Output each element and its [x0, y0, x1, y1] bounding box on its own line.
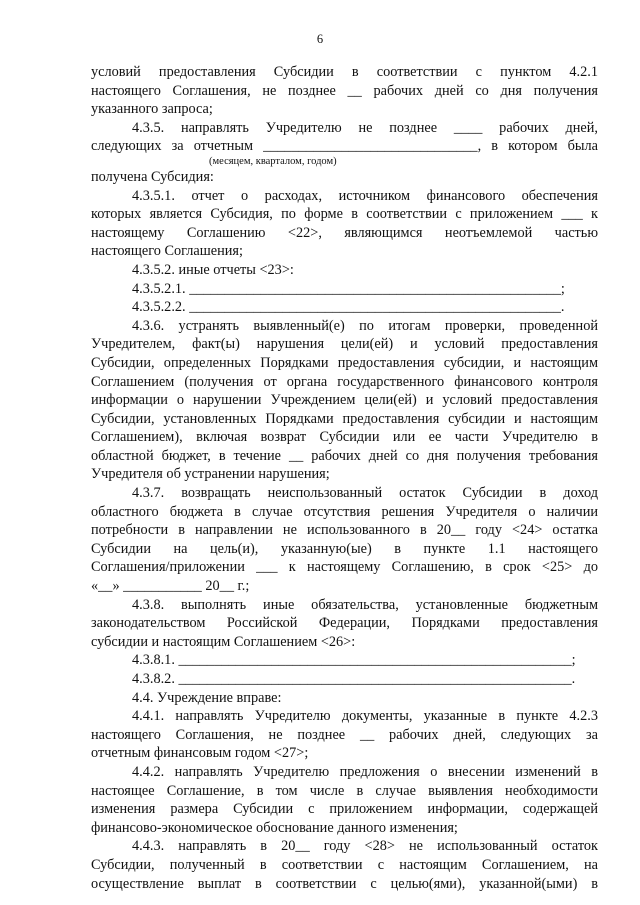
clause-4-3-8-1: 4.3.8.1. _______________________________________________________;	[132, 652, 576, 669]
text-line: Субсидии, определенных Порядками предоставления субсидии, и настоящим	[91, 354, 598, 371]
clause-4-3-5-2: 4.3.5.2. иные отчеты <23>:	[132, 261, 294, 278]
text-line: законодательством Российской Федерации, Порядками предоставления	[91, 615, 598, 632]
text-line: настоящего Соглашения, не позднее __ рабочих дней со дня получения	[91, 82, 598, 99]
text-line: областной бюджет, в течение __ рабочих дней со дня получения требования	[91, 447, 598, 464]
clause-4-3-8: 4.3.8. выполнять иные обязательства, установленные бюджетным	[132, 596, 598, 613]
clause-4-4-1: 4.4.1. направлять Учредителю документы, указанные в пункте 4.2.3	[132, 708, 598, 725]
field-caption: (месяцем, кварталом, годом)	[209, 155, 337, 167]
clause-4-4: 4.4. Учреждение вправе:	[132, 689, 282, 706]
text-line: Учредителя об устранении нарушения;	[91, 466, 330, 483]
clause-4-3-5-2-2: 4.3.5.2.2. ____________________________________________________.	[132, 299, 565, 316]
text-line: Субсидии, установленных Порядками предоставления субсидии и настоящим	[91, 410, 598, 427]
text-line: Субсидии, полученный в соответствии с настоящим Соглашением, на	[91, 856, 598, 873]
clause-4-3-5: 4.3.5. направлять Учредителю не позднее ____ рабочих дней,	[132, 119, 598, 136]
text-line: следующих за отчетным ______________________________, в котором была	[91, 138, 598, 155]
text-line: настоящего Соглашения, не позднее __ рабочих дней, следующих за	[91, 726, 598, 743]
clause-4-3-5-1: 4.3.5.1. отчет о расходах, источником финансового обеспечения	[132, 187, 598, 204]
text-line: Соглашением), включая возврат Субсидии или ее части Учредителю в	[91, 429, 598, 446]
text-line: финансово-экономическое обоснование данного изменения;	[91, 819, 458, 836]
text-line: информации о нарушении Учреждением цели(ей) и условий предоставления	[91, 392, 598, 409]
text-line: осуществление выплат в соответствии с целью(ями), указанной(ыми) в	[91, 875, 598, 892]
clause-4-3-8-2: 4.3.8.2. _______________________________________________________.	[132, 671, 576, 687]
clause-4-4-2: 4.4.2. направлять Учредителю предложения о внесении изменений в	[132, 763, 598, 780]
clause-4-3-6: 4.3.6. устранять выявленный(е) по итогам проверки, проведенной	[132, 317, 598, 334]
text-line: субсидии и настоящим Соглашением <26>:	[91, 633, 356, 650]
text-line: Соглашения/приложении ___ к настоящему Соглашению, в срок <25> до	[91, 559, 598, 576]
clause-4-3-5-2-1: 4.3.5.2.1. ____________________________________________________;	[132, 280, 565, 297]
text-line: Соглашением (получения от органа государственного финансового контроля	[91, 373, 598, 390]
text-line: получена Субсидия:	[91, 168, 214, 185]
text-line: отчетным финансовым годом <27>;	[91, 745, 309, 762]
text-line: Субсидии на цель(и), указанную(ые) в пункте 1.1 настоящего	[91, 540, 598, 557]
text-line: Учредителем, факт(ы) нарушения цели(ей) и условий предоставления	[91, 336, 598, 353]
text-line: настоящего Соглашения;	[91, 243, 243, 260]
text-line: «__» ___________ 20__ г.;	[91, 578, 250, 595]
clause-4-4-3: 4.4.3. направлять в 20__ году <28> не использованный остаток	[132, 838, 598, 855]
document-body	[91, 63, 598, 893]
page-number: 6	[316, 32, 324, 46]
text-line: условий предоставления Субсидии в соответствии с пунктом 4.2.1	[91, 64, 598, 80]
text-line: изменения размера Субсидии с приложением информации, содержащей	[91, 801, 598, 818]
text-line: потребности в направлении не использованного в 20__ году <24> остатка	[91, 522, 598, 539]
text-line: настоящее Соглашение, в том числе в случае выявления необходимости	[91, 782, 598, 799]
text-line: которых является Субсидия, по форме в соответствии с приложением ___ к	[91, 206, 598, 223]
text-line: областного бюджета в случае отсутствия решения Учредителя о наличии	[91, 503, 598, 520]
clause-4-3-7: 4.3.7. возвращать неиспользованный остаток Субсидии в доход	[132, 485, 598, 502]
text-line: настоящему Соглашению <22>, являющимся неотъемлемой частью	[91, 224, 598, 241]
text-line: указанного запроса;	[91, 101, 213, 118]
